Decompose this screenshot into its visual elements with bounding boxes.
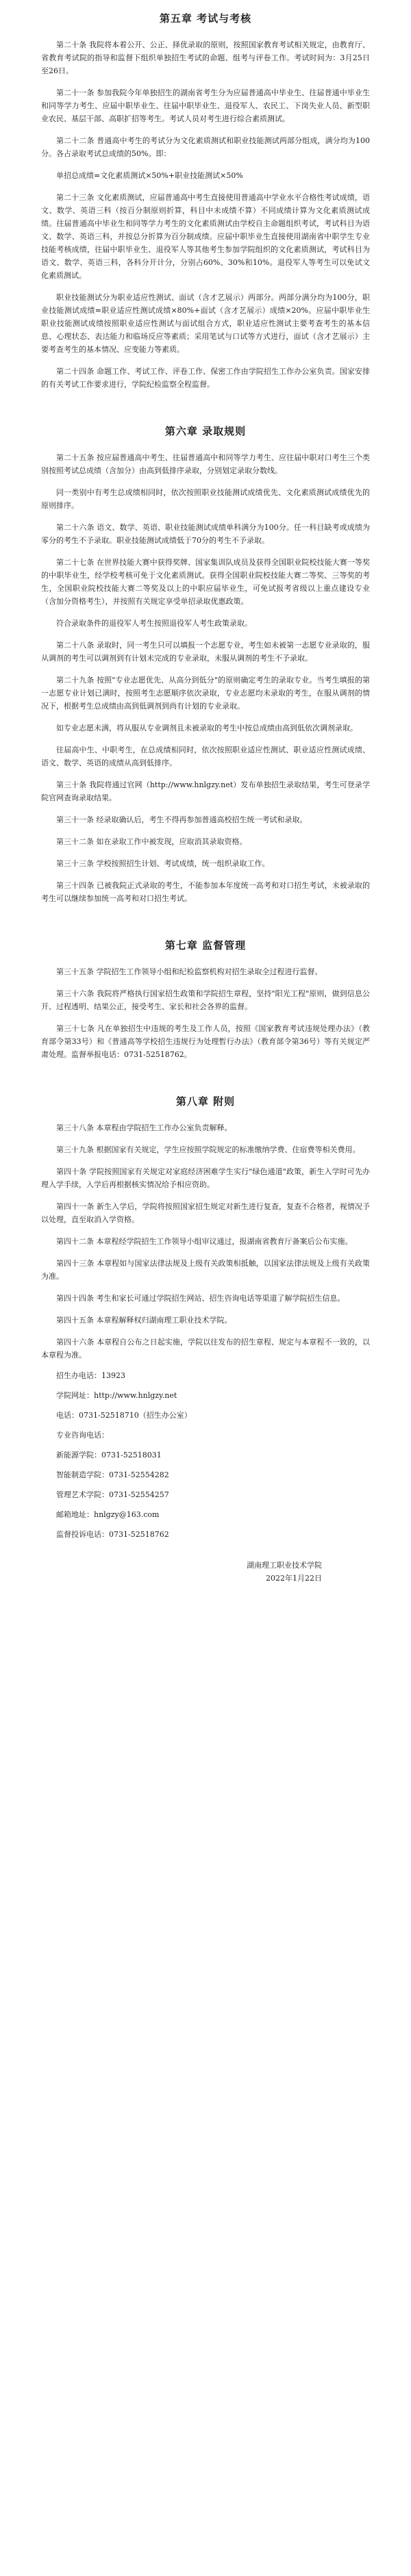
- veteran-paragraph: 符合录取条件的退役军人考生按照退役军人考生政策录取。: [56, 619, 252, 628]
- article-33: 第三十三条 学校按照招生计划、考试成绩，统一组织录取工作。: [56, 859, 270, 868]
- adjustment-paragraph: 如专业志愿未满，将从服从专业调剂且未被录取的考生中按总成绩由高到低依次调剂录取。: [56, 724, 358, 732]
- chapter-5-heading: 第五章 考试与考核: [159, 12, 252, 25]
- chapter-7-heading: 第七章 监督管理: [164, 939, 247, 952]
- article-40: 第四十条 学院按照国家有关规定对家庭经济困难学生实行"绿色通道"政策，新生入学时可先办理入学手续，入学后再根据核实情况给予相应资助。: [41, 1167, 370, 1189]
- article-38: 第三十八条 本章程由学院招生工作办公室负责解释。: [56, 1123, 232, 1132]
- article-28: 第二十八条 录取时，同一考生只可以填报一个志愿专业，考生如未被第一志愿专业录取的，服从调剂的考生可以调剂到有计划未完成的专业录取，未服从调剂的考生不予录取。: [41, 641, 370, 663]
- chapter-8-section: [41, 1094, 370, 1585]
- article-41: 第四十一条 新生入学后，学院将按照国家招生规定对新生进行复查，复查不合格者，视情况予以处理，直至取消入学资格。: [41, 1202, 370, 1224]
- contact-management-art: 管理艺术学院：0731-52554257: [56, 1490, 169, 1499]
- contact-intelligent-mfg: 智能制造学院：0731-52554282: [56, 1470, 169, 1479]
- article-35: 第三十五条 学院招生工作领导小组和纪检监察机构对招生录取全过程进行监督。: [56, 967, 323, 976]
- signature-date: 2022年1月22日: [266, 1574, 322, 1583]
- chapter-6-heading: 第六章 录取规则: [164, 425, 247, 437]
- article-25: 第二十五条 按应届普通高中考生、往届普通高中和同等学力考生、应往届中职对口考生三个类别按照考试总成绩（含加分）由高到低排序录取，分别划定录取分数线。: [41, 453, 370, 475]
- chapter-8-heading: 第八章 附则: [175, 1095, 236, 1108]
- chapter-7-section: [41, 938, 370, 1061]
- article-20: 第二十条 我院将本着公开、公正、择优录取的原则，按照国家教育考试相关规定，由教育厅、省教育考试院的指导和监督下组织单独招生考试的命题、组考与评卷工作。考试时间为：3月25日至26日。: [41, 40, 370, 75]
- contact-admissions-phone: 招生办电话：13923: [56, 1371, 125, 1380]
- contact-major-consult: 专业咨询电话：: [56, 1431, 109, 1440]
- article-34: 第三十四条 已被我院正式录取的考生，不能参加本年度统一高考和对口招生考试，未被录取的考生可以继续参加统一高考和对口招生考试。: [41, 881, 370, 903]
- article-39: 第三十九条 根据国家有关规定，学生应按照学院规定的标准缴纳学费、住宿费等相关费用。: [56, 1145, 360, 1154]
- article-42: 第四十二条 本章程经学院招生工作领导小组审议通过，报湖南省教育厅备案后公布实施。: [56, 1237, 353, 1246]
- ranking-paragraph: 往届高中生、中职考生，在总成绩相同时，依次按照职业适应性测试、职业适应性测试成绩、语文、数学、英语的成绩从高到低排序。: [41, 745, 370, 767]
- article-37: 第三十七条 凡在单独招生中违规的考生及工作人员，按照《国家教育考试违规处理办法》（教育部令第33号）和《普通高等学校招生违规行为处理暂行办法》（教育部令第36号）等有关规定严肃处理。监督举报电话：0731-52518762。: [41, 1024, 370, 1059]
- contact-office-phone: 电话：0731-52518710（招生办公室）: [56, 1411, 192, 1420]
- article-43: 第四十三条 本章程如与国家法律法规及上级有关政策相抵触，以国家法律法规及上级有关政策为准。: [41, 1259, 370, 1281]
- article-32: 第三十二条 如在录取工作中被发现，应取消其录取资格。: [56, 837, 247, 846]
- chapter-6-section: [41, 424, 370, 905]
- skill-test-paragraph: 职业技能测试分为职业适应性测试、面试（含才艺展示）两部分。两部分满分均为100分，职业技能测试成绩=职业适应性测试成绩×80%+面试（含才艺展示）成绩×20%。应届中职毕业生职业技能测试成绩按照职业适应性测试与面试组合方式，职业适应性测试主要考查考生的基本信息、心理状态、表达能力和临场反应等素质；采用笔试与口试等方式进行，面试（含才艺展示）主要考查考生的基本情况、应变能力等素质。: [41, 293, 370, 354]
- article-36: 第三十六条 我院将严格执行国家招生政策和学院招生章程，坚持"阳光工程"原则，做到信息公开、过程透明、结果公正，接受考生、家长和社会各界的监督。: [41, 989, 370, 1011]
- article-23: 第二十三条 文化素质测试，应届普通高中考生直接使用普通高中学业水平合格性考试成绩，语文、数学、英语三科（按百分制原则折算，科目中未成绩不算）不同成绩计算为文化素质测试成绩。往届普通高中毕业生和同等学力考生的文化素质测试由学校自主命题组织考试，考试科目为语文、数学、英语三科，并按总分折算为百分制成绩。应届中职毕业生直接使用湖南省中职学生专业技能考核成绩，往届中职毕业生、退役军人等其他考生参加学院组织的文化素质测试，考试科目为语文、数学、英语三科，各科分开计分，分别占60%、30%和10%。退役军人等考生可以免试文化素质测试。: [41, 193, 370, 280]
- article-46: 第四十六条 本章程自公布之日起实施，学院以往发布的招生章程、规定与本章程不一致的，以本章程为准。: [41, 1338, 370, 1360]
- contact-complaint-phone: 监督投诉电话：0731-52518762: [56, 1530, 169, 1539]
- contact-website: 学院网址：http://www.hnlgzy.net: [56, 1391, 177, 1400]
- article-31: 第三十一条 经录取确认后，考生不得再参加普通高校招生统一考试和录取。: [56, 815, 308, 824]
- article-22: 第二十二条 普通高中考生的考试分为文化素质测试和职业技能测试两部分组成，满分均为100分。各占录取考试总成绩的50%。即：: [41, 136, 370, 158]
- score-formula: 单招总成绩=文化素质测试×50%+职业技能测试×50%: [56, 171, 243, 180]
- article-27: 第二十七条 在世界技能大赛中获得奖牌、国家集训队成员及获得全国职业院校技能大赛一等奖的中职毕业生，经学校考核可免于文化素质测试。获得全国职业院校技能大赛二等奖、三等奖的考生，全国职业院校技能大赛二等奖及以上的中职应届毕业生，可免试报考省级以上重点建设专业（含加分资格考生），并按照有关规定享受单招录取优惠政策。: [41, 558, 370, 606]
- contact-email: 邮箱地址：hnlgzy@163.com: [56, 1510, 160, 1519]
- article-29: 第二十九条 按照"专业志愿优先、从高分到低分"的原则确定考生的录取专业。当考生填报的第一志愿专业计划已满时，按照考生志愿顺序依次录取，专业志愿均未录取的考生，在服从调剂的情况下，根据考生总成绩由高到低调剂到尚有计划的专业录取。: [41, 676, 370, 711]
- article-24: 第二十四条 命题工作、考试工作、评卷工作、保密工作由学院招生工作办公室负责。国家安排的有关考试工作要求进行，学院纪检监察全程监督。: [41, 367, 370, 389]
- article-45: 第四十五条 本章程解释权归湖南理工职业技术学院。: [56, 1316, 232, 1325]
- signature-org: 湖南理工职业技术学院: [247, 1561, 322, 1570]
- chapter-5-section: [41, 11, 370, 391]
- article-26: 第二十六条 语文、数学、英语、职业技能测试成绩单科满分为100分。任一科目缺考或成绩为零分的考生不予录取。职业技能测试成绩低于70分的考生不予录取。: [41, 523, 370, 545]
- contact-block: [41, 1370, 370, 1540]
- article-30: 第三十条 我院将通过官网（http://www.hnlgzy.net）发布单独招生录取结果，考生可登录学院官网查询录取结果。: [41, 780, 370, 802]
- article-21: 第二十一条 参加我院今年单独招生的湖南省考生分为应届普通高中毕业生、往届普通中毕业生和同等学力考生、应届中职毕业生、往届中职毕业生、退役军人、农民工、下岗失业人员、新型职业农民、基层干部、高职扩招等考生。考试人员对考生进行综合素质测试。: [41, 88, 370, 123]
- article-44: 第四十四条 考生和家长可通过学院招生网站、招生咨询电话等渠道了解学院招生信息。: [56, 1294, 345, 1303]
- contact-new-energy: 新能源学院：0731-52518031: [56, 1451, 162, 1459]
- tie-break-paragraph: 同一类别中有考生总成绩相同时，依次按照职业技能测试成绩优先、文化素质测试成绩优先的原则排序。: [41, 488, 370, 510]
